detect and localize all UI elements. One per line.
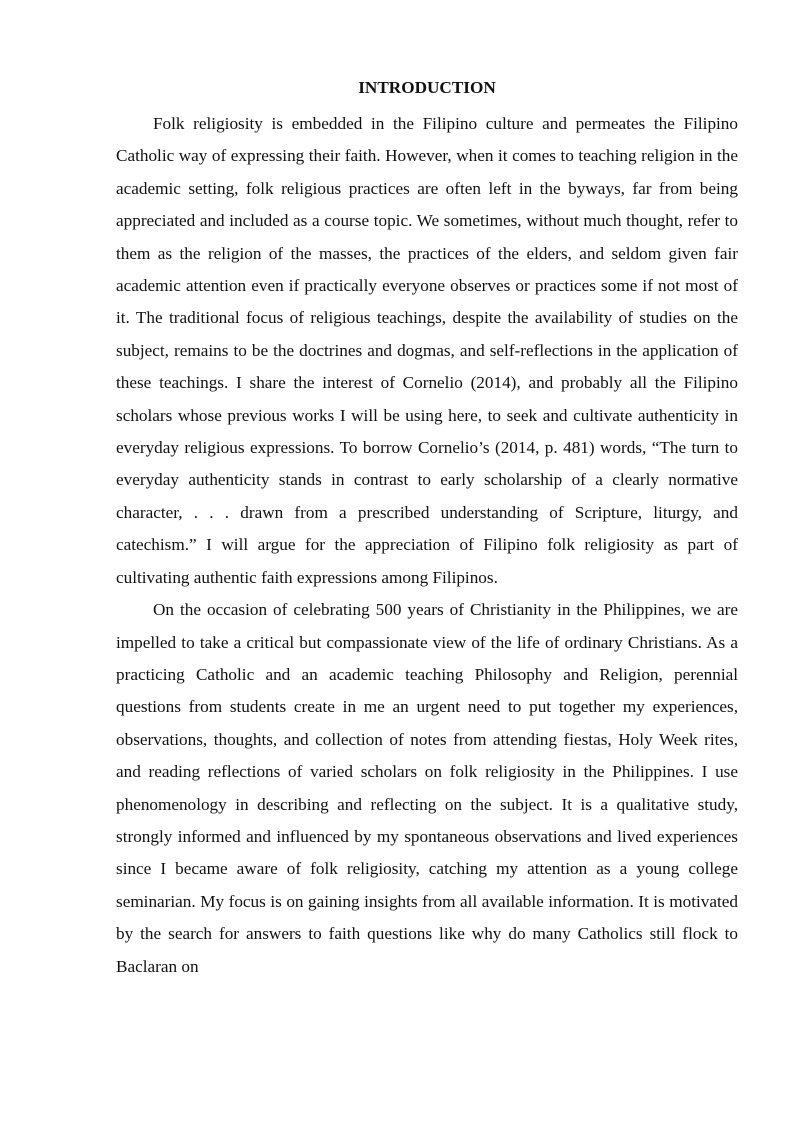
paragraph-1: Folk religiosity is embedded in the Filipino culture and permeates the Filipino Catholic way of expressing their faith. However, when it comes to teaching religion in the academic setting, folk religious practices are often left in the byways, far from being appreciated and included as a course topic. We sometimes, without much thought, refer to them as the religion of the masses, the practices of the elders, and seldom given fair academic attention even if practically everyone observes or practices some if not most of it. The traditional focus of religious teachings, despite the availability of studies on the subject, remains to be the doctrines and dogmas, and self-reflections in the application of these teachings. I share the interest of Cornelio (2014), and probably all the Filipino scholars whose previous works I will be using here, to seek and cultivate authenticity in everyday religious expressions. To borrow Cornelio’s (2014, p. 481) words, “The turn to everyday authenticity stands in contrast to early scholarship of a clearly normative character, . . . drawn from a prescribed understanding of Scripture, liturgy, and catechism.” I will argue for the appreciation of Filipino folk religiosity as part of cultivating authentic faith expressions among Filipinos. bbox=[116, 114, 738, 587]
section-heading: INTRODUCTION bbox=[358, 78, 496, 97]
document-body bbox=[116, 76, 738, 983]
paragraph-2: On the occasion of celebrating 500 years of Christianity in the Philippines, we are impelled to take a critical but compassionate view of the life of ordinary Christians. As a practicing Catholic and an academic teaching Philosophy and Religion, perennial questions from students create in me an urgent need to put together my experiences, observations, thoughts, and collection of notes from attending fiestas, Holy Week rites, and reading reflections of varied scholars on folk religiosity in the Philippines. I use phenomenology in describing and reflecting on the subject. It is a qualitative study, strongly informed and influenced by my spontaneous observations and lived experiences since I became aware of folk religiosity, catching my attention as a young college seminarian. My focus is on gaining insights from all available information. It is motivated by the search for answers to faith questions like why do many Catholics still flock to Baclaran on bbox=[116, 600, 738, 976]
